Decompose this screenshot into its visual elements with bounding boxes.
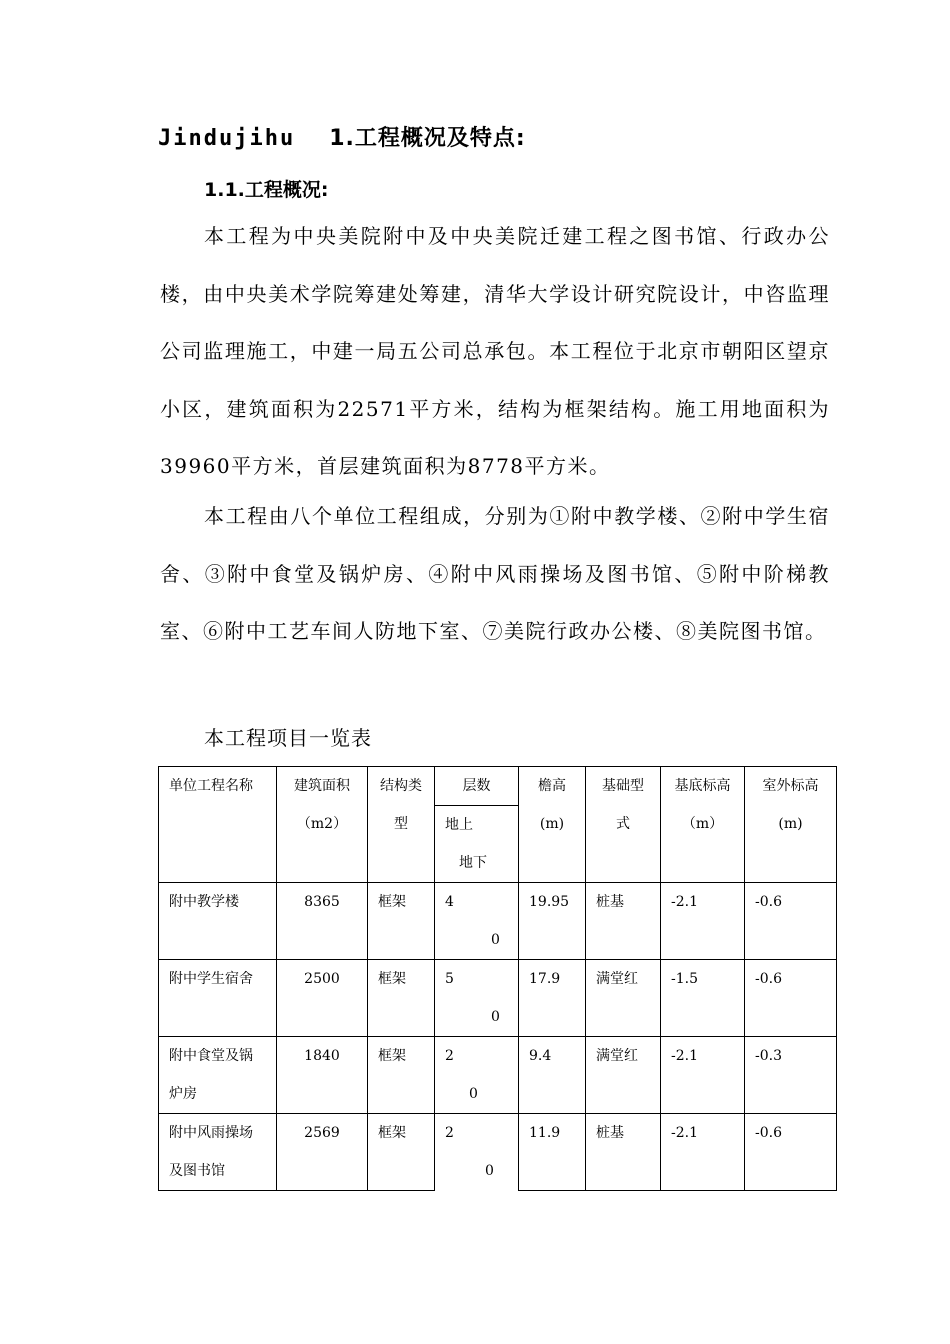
cell-foundation: 满堂红: [586, 1037, 661, 1114]
header-base-elevation: 基底标高 （m）: [661, 767, 745, 883]
header-floors-below: 地下: [459, 855, 487, 871]
project-table: [158, 766, 837, 1191]
paragraph-units: 本工程由八个单位工程组成，分别为①附中教学楼、②附中学生宿舍、③附中食堂及锅炉房、④附中风雨操场及图书馆、⑤附中阶梯教室、⑥附中工艺车间人防地下室、⑦美院行政办公楼、⑧美院图书馆。: [160, 504, 830, 643]
cell-eave: 9.4: [519, 1037, 586, 1114]
table-row: [159, 883, 837, 960]
cell-structure: 框架: [368, 1037, 435, 1114]
header-eave: 檐高 (m): [519, 767, 586, 883]
table-row: [159, 960, 837, 1037]
header-outdoor-elevation: 室外标高 (m): [745, 767, 837, 883]
cell-area: 8365: [277, 883, 368, 960]
cell-foundation: 桩基: [586, 1114, 661, 1191]
cell-floors-above: 2: [445, 1125, 454, 1141]
cell-floors-above: 2: [445, 1048, 454, 1064]
table-row: [159, 1114, 837, 1191]
cell-floors-above: 4: [445, 894, 454, 910]
cell-floors: [435, 960, 519, 1037]
cell-foundation: 满堂红: [586, 960, 661, 1037]
cell-floors: [435, 1037, 519, 1114]
cell-area: 1840: [277, 1037, 368, 1114]
cell-structure: 框架: [368, 1114, 435, 1191]
cell-eave: 11.9: [519, 1114, 586, 1191]
table-row: [159, 1037, 837, 1114]
cell-structure: 框架: [368, 960, 435, 1037]
header-floors-above: 地上: [445, 817, 473, 833]
cell-name: 附中食堂及锅 炉房: [159, 1037, 277, 1114]
header-area: 建筑面积 （m2）: [277, 767, 368, 883]
cell-eave: 17.9: [519, 960, 586, 1037]
cell-floors: [435, 883, 519, 960]
table-caption: 本工程项目一览表: [204, 726, 372, 750]
cell-base-elevation: -2.1: [661, 1037, 745, 1114]
header-structure: 结构类 型: [368, 767, 435, 883]
cell-base-elevation: -1.5: [661, 960, 745, 1037]
cell-floors-below: 0: [491, 1009, 500, 1025]
page-title: [158, 121, 526, 152]
cell-floors-below: 0: [469, 1086, 478, 1102]
title-prefix: Jindujihu: [158, 126, 296, 151]
cell-area: 2500: [277, 960, 368, 1037]
cell-outdoor-elevation: -0.6: [745, 883, 837, 960]
header-floors-split: [435, 806, 519, 883]
header-foundation: 基础型 式: [586, 767, 661, 883]
cell-eave: 19.95: [519, 883, 586, 960]
cell-base-elevation: -2.1: [661, 883, 745, 960]
cell-outdoor-elevation: -0.6: [745, 1114, 837, 1191]
header-name: 单位工程名称: [159, 767, 277, 883]
cell-floors: [435, 1114, 519, 1191]
cell-floors-below: 0: [485, 1163, 494, 1179]
cell-base-elevation: -2.1: [661, 1114, 745, 1191]
header-floors: 层数: [435, 767, 519, 806]
cell-structure: 框架: [368, 883, 435, 960]
cell-outdoor-elevation: -0.6: [745, 960, 837, 1037]
cell-name: 附中教学楼: [159, 883, 277, 960]
cell-foundation: 桩基: [586, 883, 661, 960]
cell-floors-above: 5: [445, 971, 454, 987]
cell-name: 附中风雨操场 及图书馆: [159, 1114, 277, 1191]
section-title: 1.工程概况及特点:: [329, 126, 526, 151]
cell-floors-below: 0: [491, 932, 500, 948]
paragraph-overview: 本工程为中央美院附中及中央美院迁建工程之图书馆、行政办公楼，由中央美术学院筹建处筹建，清华大学设计研究院设计，中咨监理公司监理施工，中建一局五公司总承包。本工程位于北京市朝阳区望京小区，建筑面积为22571平方米，结构为框架结构。施工用地面积为39960平方米，首层建筑面积为8778平方米。: [160, 224, 830, 478]
table-header-row: [159, 767, 837, 806]
subsection-title: 1.1.工程概况:: [204, 179, 329, 201]
cell-area: 2569: [277, 1114, 368, 1191]
cell-outdoor-elevation: -0.3: [745, 1037, 837, 1114]
cell-name: 附中学生宿舍: [159, 960, 277, 1037]
